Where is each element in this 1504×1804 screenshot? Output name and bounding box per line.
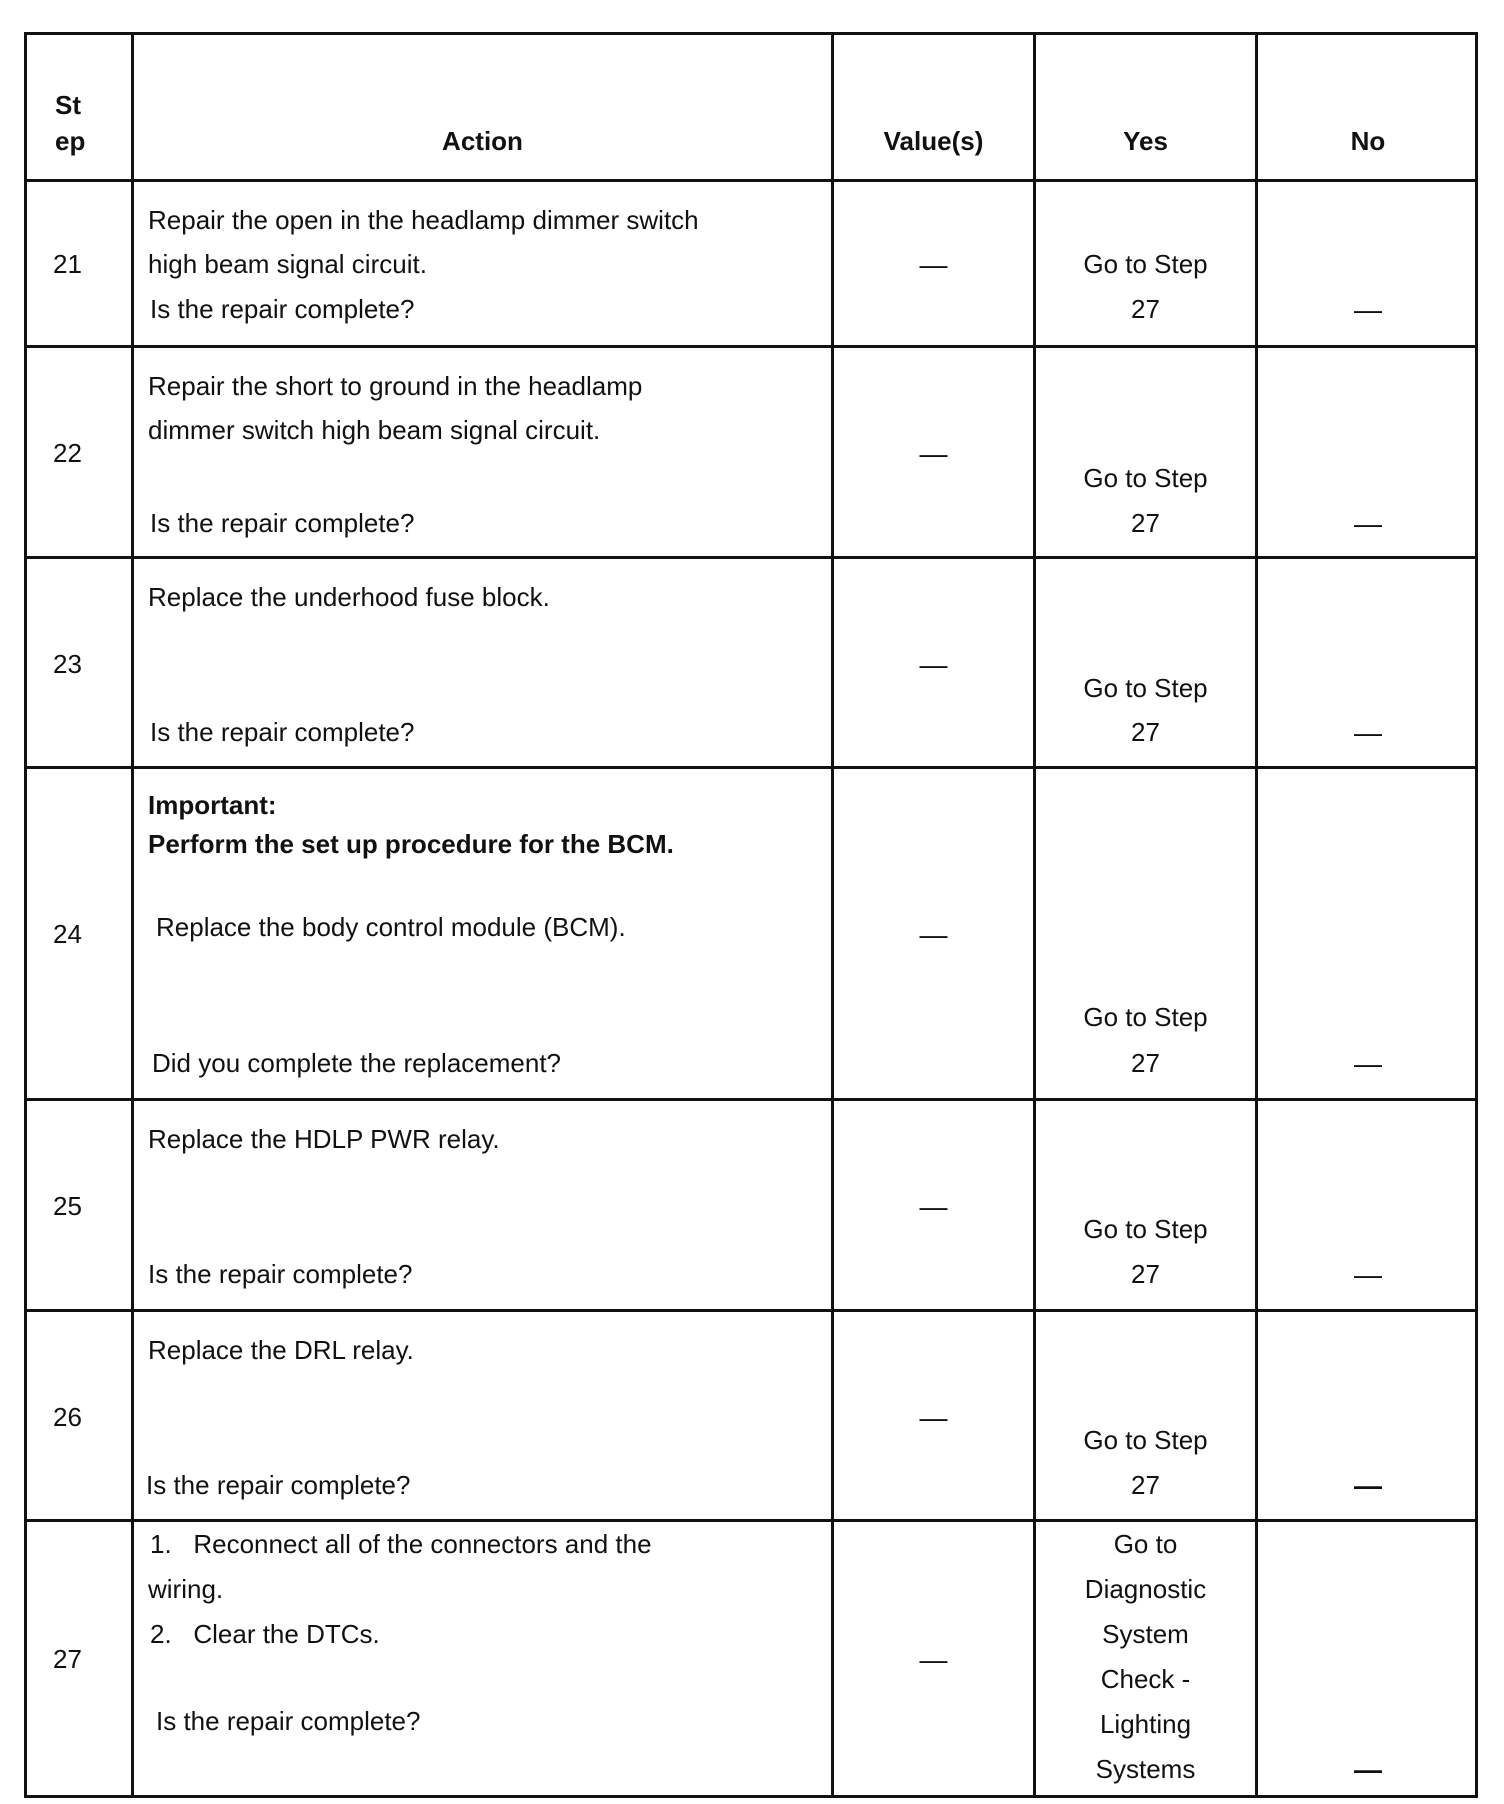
- diagnostic-table: [24, 32, 1478, 1798]
- action-question: Is the repair complete?: [156, 1706, 421, 1736]
- action-cell: [131, 1522, 831, 1795]
- action-line: 1. Reconnect all of the connectors and the: [150, 1529, 652, 1559]
- yes-line: System: [1102, 1619, 1189, 1649]
- action-line: Repair the short to ground in the headlamp: [148, 371, 643, 401]
- no-dash: —: [1354, 294, 1382, 325]
- action-cell: [131, 348, 831, 556]
- step-number: 21: [53, 249, 82, 279]
- step-number: 24: [53, 919, 82, 949]
- values-cell: [831, 348, 1033, 556]
- yes-line: 27: [1131, 508, 1160, 538]
- no-dash: —: [1354, 717, 1382, 748]
- action-line: Replace the HDLP PWR relay.: [148, 1124, 500, 1154]
- yes-cell: [1033, 182, 1255, 345]
- yes-line: Go to Step: [1083, 673, 1208, 703]
- yes-cell: [1033, 348, 1255, 556]
- yes-line: Go to Step: [1083, 1425, 1208, 1455]
- action-question: Did you complete the replacement?: [152, 1048, 562, 1078]
- yes-line: Go to: [1113, 1529, 1178, 1559]
- yes-line: 27: [1131, 294, 1160, 324]
- header-yes-cell: [1033, 35, 1255, 179]
- values-cell: [831, 559, 1033, 766]
- action-line: Repair the open in the headlamp dimmer switch: [148, 205, 699, 235]
- values-cell: [831, 1522, 1033, 1795]
- no-cell: [1255, 559, 1478, 766]
- values-cell: [831, 1101, 1033, 1309]
- step-number: 27: [53, 1644, 82, 1674]
- important-title: Important:: [148, 790, 277, 820]
- values-dash: —: [919, 1644, 948, 1675]
- header-no: No: [1350, 126, 1386, 156]
- header-step-line2: ep: [55, 126, 86, 156]
- action-line: high beam signal circuit.: [148, 249, 427, 279]
- yes-line: Diagnostic: [1084, 1574, 1207, 1604]
- no-dash: —: [1354, 1259, 1382, 1290]
- yes-line: Go to Step: [1083, 463, 1208, 493]
- yes-line: Go to Step: [1083, 1002, 1208, 1032]
- no-cell: [1255, 769, 1478, 1098]
- values-cell: [831, 769, 1033, 1098]
- no-cell: [1255, 348, 1478, 556]
- table-row: [27, 1098, 1475, 1309]
- values-dash: —: [919, 649, 948, 680]
- yes-line: Systems: [1095, 1754, 1196, 1784]
- table-row: [27, 1519, 1475, 1795]
- no-cell: [1255, 182, 1478, 345]
- header-step-line1: St: [55, 90, 81, 120]
- yes-line: Go to Step: [1083, 249, 1208, 279]
- step-cell: [27, 1522, 131, 1795]
- header-yes: Yes: [1123, 126, 1168, 156]
- header-values: Value(s): [883, 126, 984, 156]
- no-dash: —: [1354, 1470, 1382, 1501]
- header-values-cell: [831, 35, 1033, 179]
- step-number: 25: [53, 1191, 82, 1221]
- action-cell: [131, 769, 831, 1098]
- table-header-row: [27, 35, 1475, 179]
- no-dash: —: [1354, 508, 1382, 539]
- step-cell: [27, 559, 131, 766]
- step-cell: [27, 348, 131, 556]
- table-row: [27, 345, 1475, 556]
- values-dash: —: [919, 919, 948, 950]
- step-cell: [27, 1312, 131, 1519]
- action-line: Replace the body control module (BCM).: [156, 912, 626, 942]
- action-cell: [131, 1101, 831, 1309]
- table-row: [27, 556, 1475, 766]
- header-step-cell: [27, 35, 131, 179]
- values-dash: —: [919, 249, 948, 280]
- values-dash: —: [919, 438, 948, 469]
- yes-line: Lighting: [1099, 1709, 1192, 1739]
- yes-cell: [1033, 559, 1255, 766]
- action-line: Replace the underhood fuse block.: [148, 582, 550, 612]
- action-question: Is the repair complete?: [150, 508, 415, 538]
- action-question: Is the repair complete?: [150, 717, 415, 747]
- important-text: Perform the set up procedure for the BCM.: [148, 829, 674, 859]
- action-line: dimmer switch high beam signal circuit.: [148, 415, 601, 445]
- table-row: [27, 179, 1475, 345]
- step-number: 22: [53, 438, 82, 468]
- yes-line: Go to Step: [1083, 1214, 1208, 1244]
- values-dash: —: [919, 1191, 948, 1222]
- values-cell: [831, 1312, 1033, 1519]
- action-line: Replace the DRL relay.: [148, 1335, 414, 1365]
- yes-cell: [1033, 1522, 1255, 1795]
- yes-cell: [1033, 1101, 1255, 1309]
- yes-line: Check -: [1100, 1664, 1191, 1694]
- yes-line: 27: [1131, 717, 1160, 747]
- header-action: Action: [442, 126, 523, 156]
- action-question: Is the repair complete?: [146, 1470, 411, 1500]
- step-cell: [27, 1101, 131, 1309]
- yes-line: 27: [1131, 1048, 1160, 1078]
- action-question: Is the repair complete?: [150, 294, 415, 324]
- action-cell: [131, 1312, 831, 1519]
- table-row: [27, 1309, 1475, 1519]
- action-cell: [131, 182, 831, 345]
- yes-line: 27: [1131, 1259, 1160, 1289]
- values-cell: [831, 182, 1033, 345]
- step-cell: [27, 769, 131, 1098]
- no-cell: [1255, 1101, 1478, 1309]
- action-line: wiring.: [148, 1574, 224, 1604]
- values-dash: —: [919, 1402, 948, 1433]
- header-action-cell: [131, 35, 831, 179]
- action-cell: [131, 559, 831, 766]
- step-number: 26: [53, 1402, 82, 1432]
- yes-cell: [1033, 1312, 1255, 1519]
- no-cell: [1255, 1522, 1478, 1795]
- no-dash: —: [1354, 1048, 1382, 1079]
- no-cell: [1255, 1312, 1478, 1519]
- step-cell: [27, 182, 131, 345]
- header-no-cell: [1255, 35, 1478, 179]
- action-line: 2. Clear the DTCs.: [150, 1619, 380, 1649]
- action-question: Is the repair complete?: [148, 1259, 413, 1289]
- table-row: [27, 766, 1475, 1098]
- yes-line: 27: [1131, 1470, 1160, 1500]
- step-number: 23: [53, 649, 82, 679]
- no-dash: —: [1354, 1754, 1382, 1785]
- yes-cell: [1033, 769, 1255, 1098]
